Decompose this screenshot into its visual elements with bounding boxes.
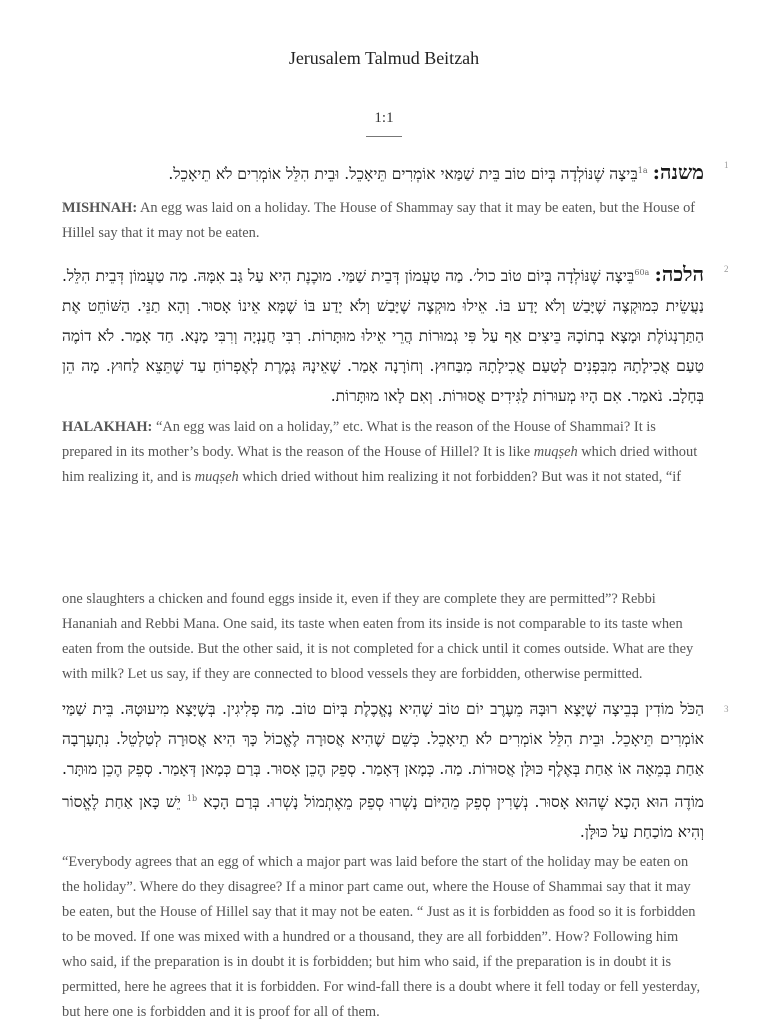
halakhah-hebrew — [62, 258, 704, 411]
hebrew-lead: משנה: — [652, 160, 704, 185]
paragraph-number: 1 — [724, 160, 729, 170]
paragraph-number: 3 — [724, 704, 729, 714]
section-number: 1:1 — [374, 110, 394, 126]
folio-marker: 1a — [637, 166, 648, 175]
mishnah-hebrew — [62, 156, 704, 189]
english-label: MISHNAH: — [62, 200, 138, 216]
halakhah-english-part1 — [62, 415, 704, 490]
section3-english — [62, 850, 704, 1025]
halakhah-english-part2 — [62, 587, 704, 687]
english-label: HALAKHAH: — [62, 419, 153, 435]
hebrew-text: בֵּיצָה שֶׁנּוֹלְדָה בְּיוֹם טוֹב כול׳. מַה טַעֲמוֹן דְּבֵית שַׁמַּי. מוּכֶנֶת הִיא עַל גַּב אִמָּהּ. מַה טַעֲמוֹן דְּבֵית הִלֵּל. נַעֲשֵׂית כִּמוּקְצֶה שֶׁיָּבַשׁ וְלֹא יָדַע בּוֹ. אֵילוּ מוּקְצֶה שֶׁיָּבַשׁ וְלֹא יָדַע בּוֹ שֶׁמָּא אֵינוֹ אָסוּר. וְהָא תַנֵּי. הַשּׁוֹחֵט אֶת הַתַּרְנְגוֹלֶת וּמָצָא בְתוֹכָהּ בֵּיצִים אַף עַל פִּי גְמוּרוֹת הֲרֵי אֵילוּ מוּתָּרוֹת. רִבִּי חֲנַנְיָה וְרִבִּי מָנָא. חַד אָמַר. לֹא דוֹמֶה טַעַם אֲכִילָתָהּ מִבִּפְנִים לְטַעַם אֲכִילָתָהּ מִבַּחוּץ. וְחוֹרָנָה אָמַר. שֶׁאֵינָהּ גְּמֶרֶת לְאֶפְרוֹחַ עַד שֶׁתֵּצֵא לַחוּץ. מָה הֵן בְּחָלָב. נֹאמַר. אִם הָיוּ מְעוּרוֹת לַגִּידִים אֲסוּרוֹת. וְאִם לָאו מוּתָּרוֹת. — [62, 267, 704, 406]
hebrew-text: יֵשׁ כָּאן אַחַת לֶאֱסוֹר וְהִיא מוֹכַחַת עַל כּוּלָּן. — [62, 793, 704, 842]
section-divider — [366, 136, 402, 137]
section3-hebrew — [62, 694, 704, 847]
folio-marker: 60a — [634, 268, 650, 277]
english-text: “An egg was laid on a holiday,” etc. What is the reason of the House of Shammai? It is prepared in its mother’s body. What is the reason of the House of Hillel? It is like — [62, 419, 656, 460]
paragraph-number: 2 — [724, 264, 729, 274]
english-text: “Everybody agrees that an egg of which a major part was laid before the start of the holiday may be eaten on the holiday”. Where do they disagree? If a minor part came out, where the House of Shammai say that it may be eaten, but the House of Hillel say that it may not be eaten. “ Just as it is forbidden as food so it is forbidden to be moved. If one was mixed with a hundred or a thousand, they are all forbidden”. How? Following him who said, if the preparation is in doubt it is forbidden; but him who said, if the preparation is in doubt it is permitted, here he agrees that it is forbidden. For wind-fall there is a doubt where it fell today or fell yesterday, but here one is forbidden and it is proof for all of them. — [62, 854, 701, 1020]
english-text: which dried without him realizing it, and is — [62, 444, 698, 485]
hebrew-text: הַכֹּל מוֹדִין בְּבֵיצָה שֶׁיָּצָא רוּבָּהּ מֵעֶרֶב יוֹם טוֹב שֶׁהִיא נֶאֱכֶלֶת בְּיוֹם טוֹב. מַה פְלִיגִין. בְּשֶׁיָּצָא מִיעוּטָהּ. בֵּית שַׁמַּי אוֹמְרִים תֵּיאָכֵל. וּבֵית הִלֵּל אוֹמְרִים לֹא תֵיאָכֵל. כְּשֵׁם שֶׁהִיא אֲסוּרָה לֶאֱכוֹל כָּךְ הִיא אֲסוּרָה לְטַלְטֵל. נִתְעָרְבָה אַחַת בְּמֵאָה אוֹ אַחַת בְּאֶלֶף כּוּלָּן אֲסוּרוֹת. מַה. כְּמָאן דְּאָמַר. סְפֵק הֶכֵן אָסוּר. בְּרַם כְּמָאן דְּאָמַר. סְפֵק הֶכֵן מוּתָּר. מוֹדֶה הוּא הָכָא שֶׁהוּא אָסוּר. נְשָׁרִין סְפֵק מֵהַיּוֹם נָשְׁרוּ סְפֵק מֵאֶתְמוֹל נָשְׁרוּ. בְּרַם הָכָא — [62, 700, 704, 812]
italic-term: muqṣeh — [194, 469, 239, 485]
folio-marker: 1b — [186, 794, 198, 803]
mishnah-english — [62, 196, 704, 246]
italic-term: muqṣeh — [533, 444, 578, 460]
hebrew-lead: הלכה: — [654, 262, 704, 287]
english-text: one slaughters a chicken and found eggs inside it, even if they are complete they are permitted”? Rebbi Hananiah and Rebbi Mana. One said, its taste when eaten from its inside is not comparable to its taste when eaten from the outside. But the other said, it is not completed for a chick until it comes outside. What are they with milk? Let us say, if they are connected to blood vessels they are forbidden, otherwise permitted. — [62, 591, 694, 682]
english-text: which dried without him realizing it not forbidden? But was it not stated, “if — [238, 469, 682, 485]
english-text: An egg was laid on a holiday. The House of Shammay say that it may be eaten, but the House of Hillel say that it may not be eaten. — [62, 200, 696, 241]
page-title: Jerusalem Talmud Beitzah — [288, 48, 480, 68]
hebrew-text: בֵּיצָה שֶׁנּוֹלְדָה בְּיוֹם טוֹב בֵּית שַׁמַּאי אוֹמְרִים תֵּיאָכֵל. וּבֵית הִלֵּל אוֹמְרִים לֹא תֵיאָכֵל. — [168, 165, 638, 184]
